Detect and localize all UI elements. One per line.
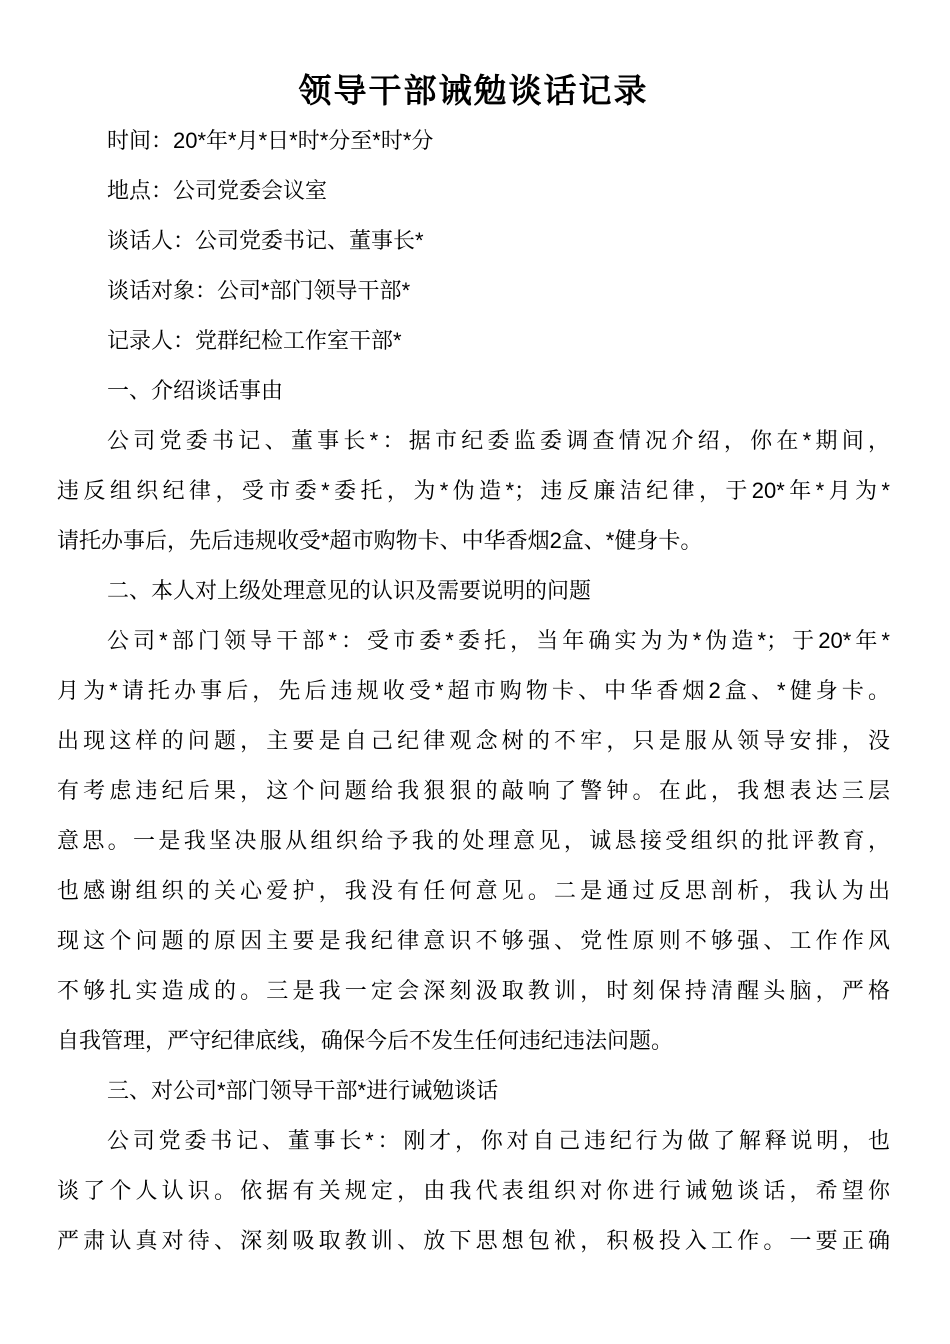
document-line: 现这个问题的原因主要是我纪律意识不够强、党性原则不够强、工作作风 <box>57 928 890 953</box>
document-line: 出现这样的问题，主要是自己纪律观念树的不牢，只是服从领导安排，没 <box>57 728 890 753</box>
document-line: 违反组织纪律，受市委*委托，为*伪造*；违反廉洁纪律，于20*年*月为* <box>57 478 890 503</box>
document-line: 公司党委书记、董事长*：刚才，你对自己违纪行为做了解释说明，也 <box>107 1128 890 1153</box>
document-line: 三、对公司*部门领导干部*进行诫勉谈话 <box>107 1078 499 1103</box>
document-line: 公司*部门领导干部*：受市委*委托，当年确实为为*伪造*；于20*年* <box>107 628 890 653</box>
document-line: 公司党委书记、董事长*：据市纪委监委调查情况介绍，你在*期间， <box>107 428 890 453</box>
document-line: 一、介绍谈话事由 <box>107 378 284 403</box>
document-line: 意思。一是我坚决服从组织给予我的处理意见，诚恳接受组织的批评教育， <box>57 828 890 853</box>
document-title: 领导干部诫勉谈话记录 <box>298 72 649 109</box>
document-line: 有考虑违纪后果，这个问题给我狠狠的敲响了警钟。在此，我想表达三层 <box>57 778 890 803</box>
document-body <box>57 116 890 1266</box>
document-line: 请托办事后，先后违规收受*超市购物卡、中华香烟2盒、*健身卡。 <box>57 528 703 553</box>
document-line: 严肃认真对待、深刻吸取教训、放下思想包袱，积极投入工作。一要正确 <box>57 1228 890 1253</box>
document-line: 不够扎实造成的。三是我一定会深刻汲取教训，时刻保持清醒头脑，严格 <box>57 978 890 1003</box>
document-line: 地点：公司党委会议室 <box>107 178 328 203</box>
document-line: 记录人：党群纪检工作室干部* <box>107 328 402 353</box>
document-line: 时间：20*年*月*日*时*分至*时*分 <box>107 128 434 153</box>
document-line: 二、本人对上级处理意见的认识及需要说明的问题 <box>107 578 592 603</box>
document-line: 谈话对象：公司*部门领导干部* <box>107 278 411 303</box>
document-line: 谈话人：公司党委书记、董事长* <box>107 228 424 253</box>
document-line: 自我管理，严守纪律底线，确保今后不发生任何违纪违法问题。 <box>57 1028 674 1053</box>
document-line: 谈了个人认识。依据有关规定，由我代表组织对你进行诫勉谈话，希望你 <box>57 1178 890 1203</box>
document-line: 月为*请托办事后，先后违规收受*超市购物卡、中华香烟2盒、*健身卡。 <box>57 678 890 703</box>
document-line: 也感谢组织的关心爱护，我没有任何意见。二是通过反思剖析，我认为出 <box>57 878 890 903</box>
